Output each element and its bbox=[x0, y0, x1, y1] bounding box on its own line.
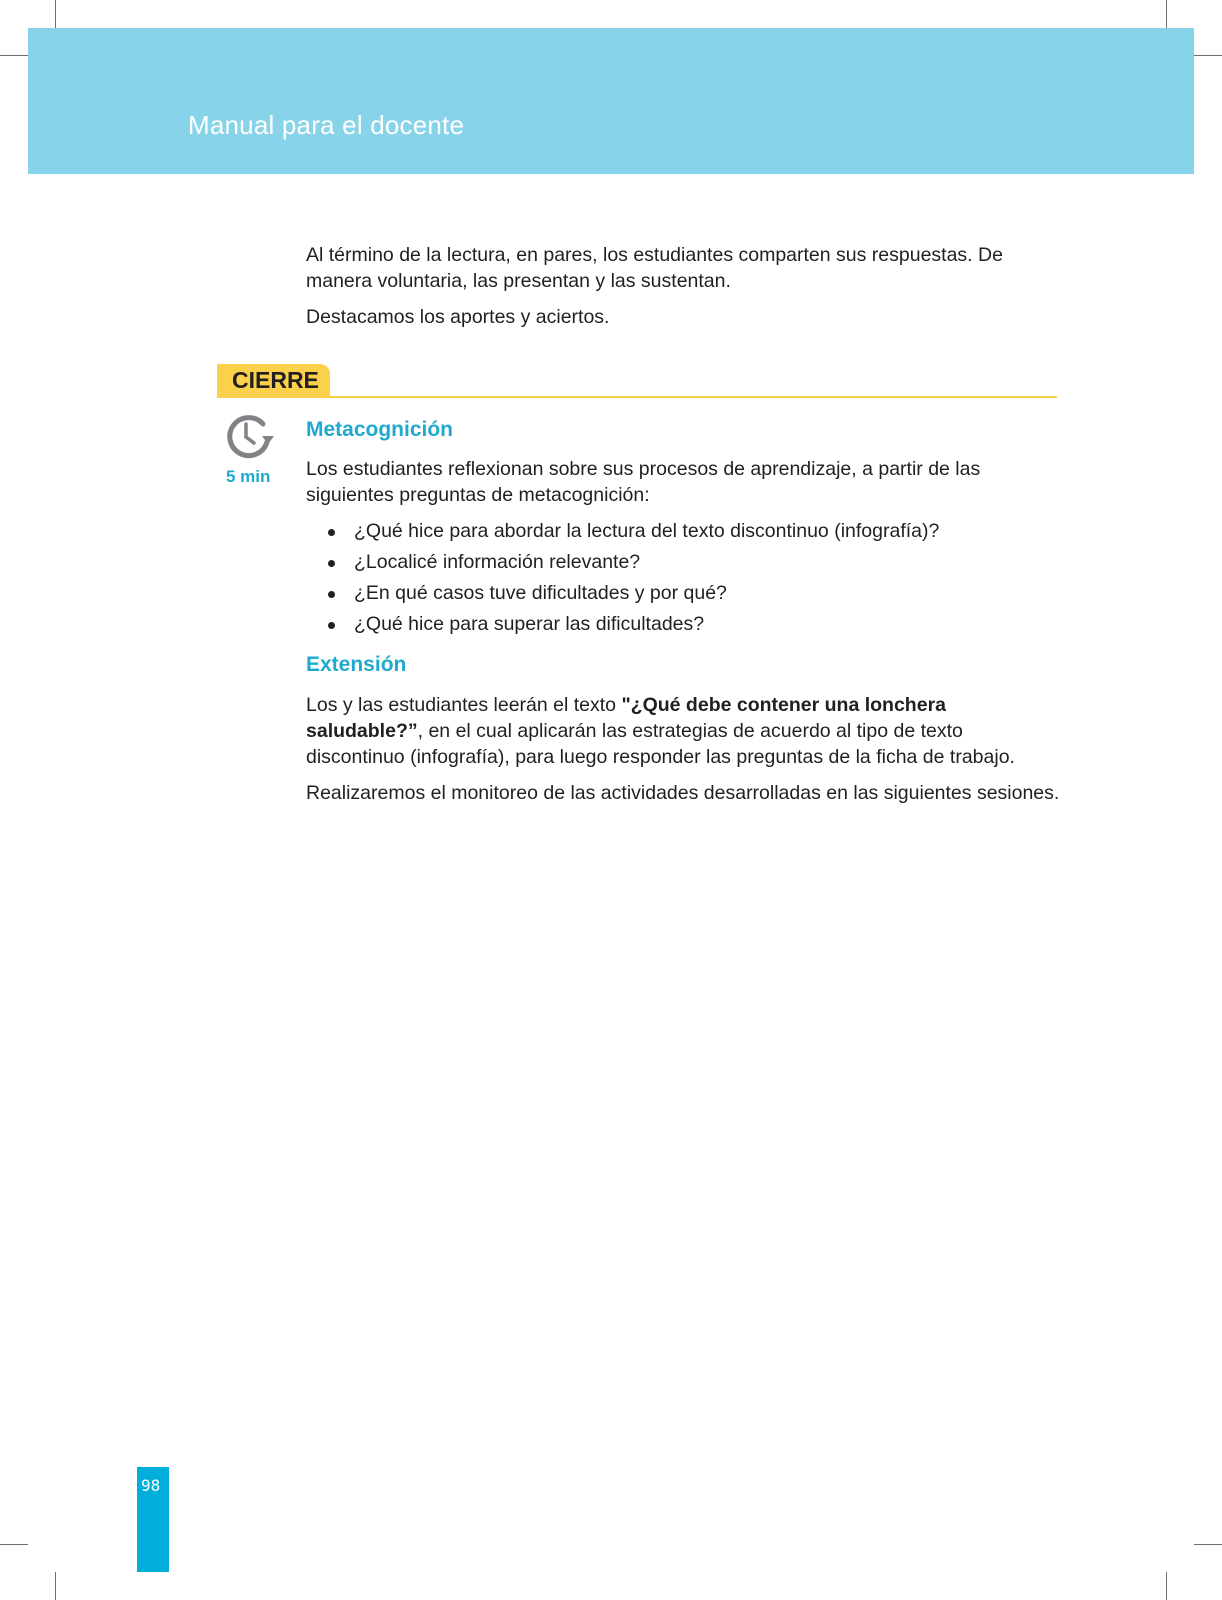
metacognicion-intro: Los estudiantes reflexionan sobre sus procesos de aprendizaje, a partir de las siguientes preguntas de metacognición: bbox=[306, 458, 981, 506]
question-text: ¿Qué hice para abordar la lectura del texto discontinuo (infografía)? bbox=[354, 520, 940, 542]
intro-paragraph: Al término de la lectura, en pares, los estudiantes comparten sus respuestas. De manera voluntaria, las presentan y las sustentan. bbox=[306, 244, 1003, 292]
crop-mark bbox=[1166, 1572, 1167, 1600]
metacognicion-section bbox=[306, 456, 1060, 642]
bullet-icon bbox=[328, 529, 335, 536]
extension-text: Los y las estudiantes leerán el texto bbox=[306, 694, 622, 716]
crop-mark bbox=[55, 1572, 56, 1600]
list-item bbox=[306, 580, 1060, 611]
metacognicion-questions bbox=[306, 518, 1060, 642]
list-item bbox=[306, 611, 1060, 642]
time-duration: 5 min bbox=[226, 467, 271, 486]
intro-paragraph: Destacamos los aportes y aciertos. bbox=[306, 306, 610, 328]
bullet-icon bbox=[328, 560, 335, 567]
page-number: 98 bbox=[141, 1476, 161, 1495]
crop-mark bbox=[1194, 55, 1222, 56]
section-label-cierre: CIERRE bbox=[232, 367, 319, 393]
question-text: ¿Localicé información relevante? bbox=[354, 551, 641, 573]
clock-icon bbox=[224, 412, 274, 462]
extension-heading: Extensión bbox=[306, 653, 407, 676]
crop-mark bbox=[55, 0, 56, 28]
list-item bbox=[306, 518, 1060, 549]
question-text: ¿En qué casos tuve dificultades y por qué? bbox=[354, 582, 727, 604]
section-divider bbox=[217, 396, 1057, 398]
metacognicion-heading: Metacognición bbox=[306, 418, 454, 441]
extension-paragraph: Realizaremos el monitoreo de las actividades desarrolladas en las siguientes sesiones. bbox=[306, 782, 1060, 804]
page-header-title: Manual para el docente bbox=[188, 110, 465, 140]
extension-paragraph bbox=[306, 692, 1060, 770]
crop-mark bbox=[0, 1544, 28, 1545]
crop-mark bbox=[1166, 0, 1167, 28]
reading-title: "¿Qué debe contener una lonchera saludable?” bbox=[306, 694, 946, 742]
extension-section bbox=[306, 692, 1060, 806]
header-band bbox=[28, 28, 1194, 174]
question-text: ¿Qué hice para superar las dificultades? bbox=[354, 613, 705, 635]
list-item bbox=[306, 549, 1060, 580]
intro-section bbox=[306, 242, 1060, 330]
crop-mark bbox=[0, 55, 28, 56]
bullet-icon bbox=[328, 622, 335, 629]
crop-mark bbox=[1194, 1544, 1222, 1545]
bullet-icon bbox=[328, 591, 335, 598]
extension-text: , en el cual aplicarán las estrategias de acuerdo al tipo de texto discontinuo (infografía), para luego responder las preguntas de la ficha de trabajo. bbox=[306, 720, 1015, 768]
